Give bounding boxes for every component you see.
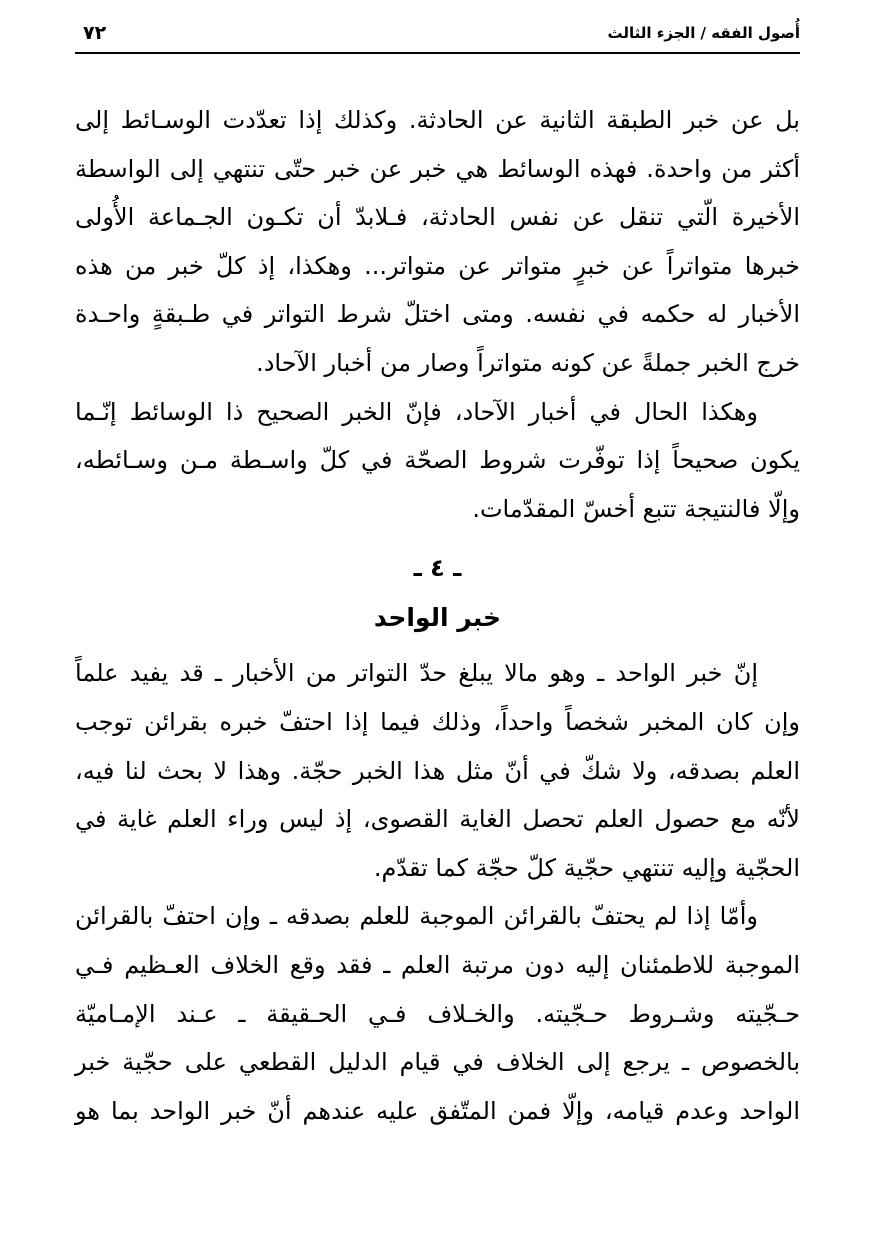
text-line: وهكذا الحال في أخبار الآحاد، فإنّ الخبر الصحيح ذا الوسائط إنّـما	[75, 397, 758, 426]
page-header	[75, 20, 800, 50]
header-rule	[75, 52, 800, 54]
text-line: وأمّا إذا لم يحتفّ بالقرائن الموجبة للعلم بصدقه ـ وإن احتفّ بالقرائن	[75, 902, 758, 931]
text-line: العلم بصدقه، ولا شكّ في أنّ مثل هذا الخبر حجّة. وهذا لا بحث لنا فيه،	[75, 756, 800, 785]
text-line: خرج الخبر جملةً عن كونه متواتراً وصار من أخبار الآحاد.	[256, 348, 800, 377]
paragraph	[75, 649, 800, 892]
text-line: أكثر من واحدة. فهذه الوسائط هي خبر عن خبر حتّى تنتهي إلى الواسطة	[75, 154, 800, 183]
section-number: ـ ٤ ـ	[413, 554, 462, 583]
running-title: أُصول الفقه / الجزء الثالث	[607, 24, 800, 42]
text-line: لأنّه مع حصول العلم تحصل الغاية القصوى، إذ ليس وراء العلم غاية في	[75, 805, 800, 834]
paragraph	[75, 892, 800, 1135]
text-line: وإلّا فالنتيجة تتبع أخسّ المقدّمات.	[472, 494, 800, 523]
paragraph	[75, 96, 800, 388]
page-body	[75, 96, 800, 1135]
text-line: حـجّيته وشـروط حـجّيته. والخـلاف فـي الحـقيقة ـ عـند الإمـاميّة	[75, 999, 800, 1028]
text-line: بل عن خبر الطبقة الثانية عن الحادثة. وكذلك إذا تعدّدت الوسـائط إلى	[75, 106, 800, 134]
text-line: الواحد وعدم قيامه، وإلّا فمن المتّفق عليه عندهم أنّ خبر الواحد بما هو	[75, 1096, 800, 1125]
text-line: يكون صحيحاً إذا توفّرت شروط الصحّة في كلّ واسـطة مـن وسـائطه،	[75, 446, 800, 475]
text-line: وإن كان المخبر شخصاً واحداً، وذلك فيما إذا احتفّ خبره بقرائن توجب	[75, 707, 800, 736]
text-line: إنّ خبر الواحد ـ وهو مالا يبلغ حدّ التواتر من الأخبار ـ قد يفيد علماً	[75, 659, 758, 688]
text-line: الأخبار له حكمه في نفسه. ومتى اختلّ شرط التواتر في طـبقةٍ واحـدة	[75, 300, 800, 329]
text-line: بالخصوص ـ يرجع إلى الخلاف في قيام الدليل القطعي على حجّية خبر	[75, 1048, 800, 1077]
paragraph	[75, 388, 800, 534]
text-line: الحجّية وإليه تنتهي حجّية كلّ حجّة كما تقدّم.	[373, 853, 800, 882]
section-title: خبر الواحد	[373, 603, 502, 633]
text-line: الموجبة للاطمئنان إليه دون مرتبة العلم ـ فقد وقع الخلاف العـظيم فـي	[75, 950, 800, 979]
text-line: الأخيرة الّتي تنقل عن نفس الحادثة، فـلابدّ أن تكـون الجـماعة الأُولى	[75, 203, 800, 232]
text-line: خبرها متواتراً عن خبرٍ متواتر عن متواتر... وهكذا، إذ كلّ خبر من هذه	[75, 251, 800, 280]
page-number: ٧٢	[83, 22, 107, 44]
